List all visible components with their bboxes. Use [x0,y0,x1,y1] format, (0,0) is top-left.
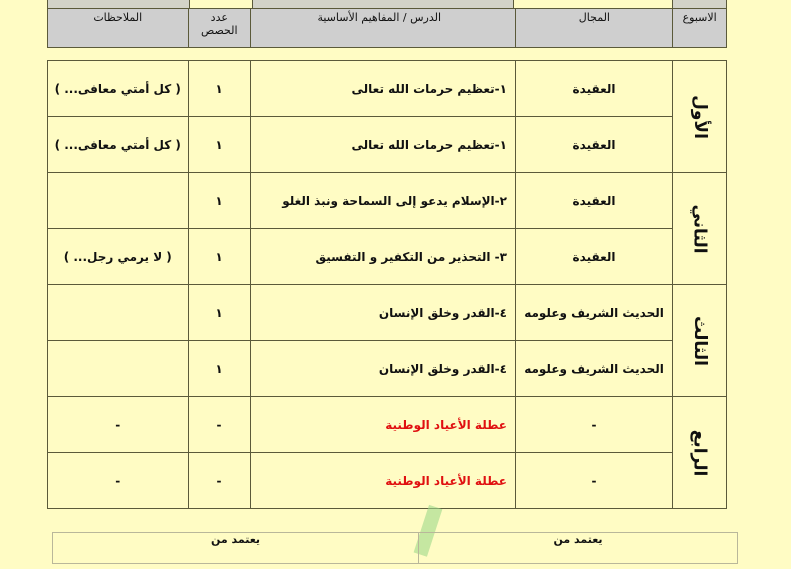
lesson-cell: ٣- التحذير من التكفير و التفسيق [250,229,515,285]
notes-cell: ( لا يرمي رجل... ) [48,229,189,285]
header-notes: الملاحظات [48,9,189,48]
table-row [48,453,727,509]
schedule-table [47,60,727,509]
table-row [48,285,727,341]
notes-cell: - [48,453,189,509]
table-row [48,397,727,453]
header-week: الاسبوع [673,9,727,48]
header-lesson: الدرس / المفاهيم الأساسية [251,9,516,48]
count-cell: ١ [188,61,250,117]
table-row [48,229,727,285]
count-cell: ١ [188,173,250,229]
table-row [48,117,727,173]
notes-cell [48,285,189,341]
week-cell [673,285,727,397]
count-cell: - [188,453,250,509]
notes-cell: ( كل أمتي معافى... ) [48,61,189,117]
table-row [48,173,727,229]
field-cell: العقيدة [515,229,672,285]
field-cell: الحديث الشريف وعلومه [515,285,672,341]
week-label: الرابع [689,429,710,476]
week-label: الأول [689,94,710,139]
field-cell: العقيدة [515,117,672,173]
approval-table [52,532,738,564]
count-cell: ١ [188,341,250,397]
count-cell: - [188,397,250,453]
notes-cell [48,341,189,397]
week-cell [673,397,727,509]
lesson-cell: ٤-القدر وخلق الإنسان [250,285,515,341]
approval-right: يعتمد من [419,533,738,564]
count-cell: ١ [188,285,250,341]
notes-cell [48,173,189,229]
header-count-line2: الحصص [201,24,238,37]
table-row [48,61,727,117]
lesson-cell: عطلة الأعياد الوطنية [250,453,515,509]
lesson-cell: ٤-القدر وخلق الإنسان [250,341,515,397]
notes-cell: - [48,397,189,453]
week-label: الثالث [689,315,710,366]
field-cell: - [515,453,672,509]
table-header [47,8,727,48]
field-cell: العقيدة [515,173,672,229]
lesson-cell: ١-تعظيم حرمات الله تعالى [250,117,515,173]
header-field: المجال [516,9,673,48]
lesson-cell: عطلة الأعياد الوطنية [250,397,515,453]
header-count-line1: عدد [210,11,228,24]
count-cell: ١ [188,229,250,285]
approval-left: يعتمد من [53,533,419,564]
header-count [188,9,251,48]
field-cell: العقيدة [515,61,672,117]
table-row [48,341,727,397]
lesson-cell: ١-تعظيم حرمات الله تعالى [250,61,515,117]
week-cell [673,61,727,173]
lesson-cell: ٢-الإسلام يدعو إلى السماحة ونبذ الغلو [250,173,515,229]
week-cell [673,173,727,285]
week-label: الثاني [689,203,710,254]
field-cell: الحديث الشريف وعلومه [515,341,672,397]
count-cell: ١ [188,117,250,173]
notes-cell: ( كل أمتي معافى... ) [48,117,189,173]
field-cell: - [515,397,672,453]
